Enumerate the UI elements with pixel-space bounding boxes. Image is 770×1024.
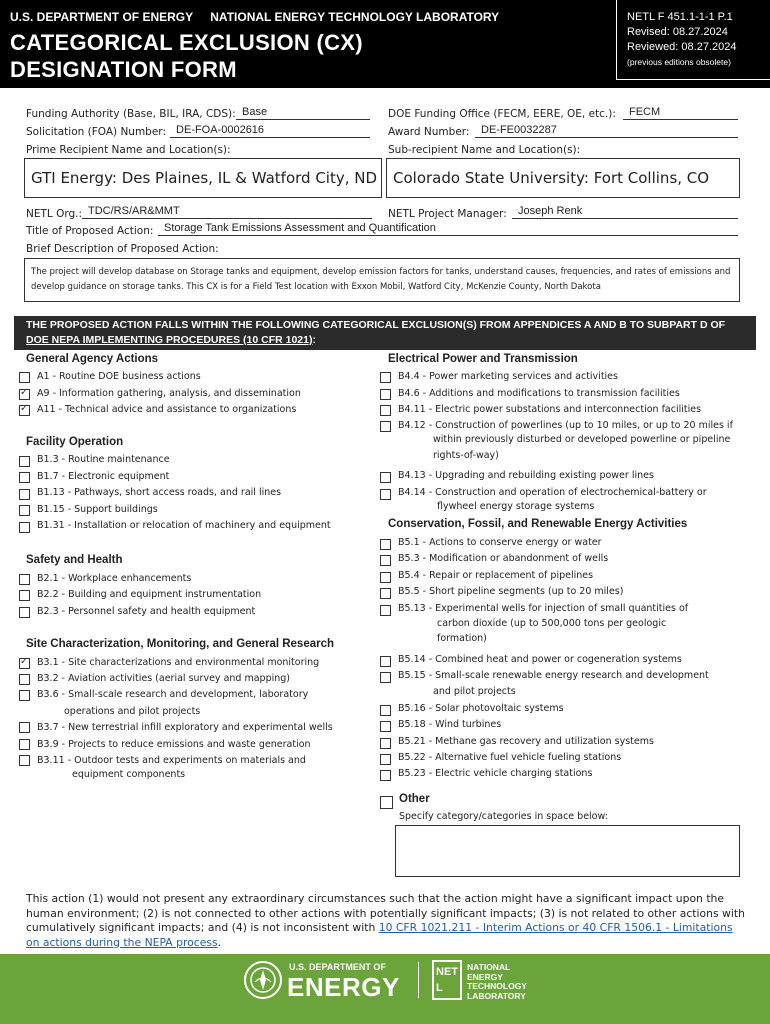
netl-name-line1: NATIONAL [467,962,511,972]
cx-banner [14,316,756,350]
netl-name-line3: TECHNOLOGY [467,981,527,991]
cx-b5-13-label-cont2: formation) [437,633,487,644]
doe-nepa-procedures-link[interactable]: DOE NEPA IMPLEMENTING PROCEDURES (10 CFR 1021) [26,334,313,346]
cx-b4-14-label-cont: flywheel energy storage systems [437,501,595,512]
cx-b5-3-label: B5.3 - Modification or abandonment of wells [398,553,609,564]
cx-b1-13-label: B1.13 - Pathways, short access roads, and rail lines [37,487,282,498]
netl-logo-letters: NETL [436,966,458,994]
checkbox-b2-3[interactable] [19,607,30,618]
form-header [0,0,770,88]
form-number-box [616,0,770,80]
footer-bar [0,954,770,1024]
checkbox-b3-11[interactable] [19,755,30,766]
checkbox-b3-7[interactable] [19,722,30,733]
cx-b5-23-label: B5.23 - Electric vehicle charging stations [398,768,593,779]
electrical-power-title: Electrical Power and Transmission [388,353,578,365]
cx-b4-4-label: B4.4 - Power marketing services and activities [398,371,618,382]
doe-seal-icon [243,960,283,1000]
netl-name-line2: ENERGY [467,971,503,982]
cx-b4-13-label: B4.13 - Upgrading and rebuilding existing power lines [398,470,654,481]
certification-end: . [217,935,222,949]
checkbox-b1-3[interactable] [19,456,30,467]
checkbox-a9[interactable] [19,389,30,400]
cx-b1-31-label: B1.31 - Installation or relocation of machinery and equipment [37,520,331,531]
title-label: Title of Proposed Action: [26,225,154,237]
checkbox-b4-14[interactable] [380,489,391,500]
checkbox-b5-1[interactable] [380,539,391,550]
cfr-limitations-link[interactable]: 10 CFR 1021.211 - Interim Actions or 40 CFR 1506.1 - Limitations on actions during the NEPA process [26,921,733,949]
sub-recipient-field[interactable]: Colorado State University: Fort Collins, CO [386,158,740,198]
conservation-title: Conservation, Fossil, and Renewable Energy Activities [388,518,688,530]
project-manager-label: NETL Project Manager: [388,208,507,220]
cx-b3-7-label: B3.7 - New terrestrial infill exploratory and experimental wells [37,722,333,733]
dept-name: U.S. DEPARTMENT OF ENERGY [10,10,193,24]
checkbox-b3-9[interactable] [19,739,30,750]
logo-divider [418,962,419,998]
cx-b3-1-label: B3.1 - Site characterizations and environmental monitoring [37,657,320,668]
award-field[interactable]: DE-FE0032287 [475,124,738,138]
funding-authority-field[interactable]: Base [236,106,370,120]
checkbox-b5-3[interactable] [380,555,391,566]
reviewed-date: Reviewed: 08.27.2024 [627,41,737,53]
cx-b2-1-label: B2.1 - Workplace enhancements [37,573,192,584]
checkbox-b5-15[interactable] [380,672,391,683]
brief-description-label: Brief Description of Proposed Action: [26,243,219,255]
solicitation-label: Solicitation (FOA) Number: [26,126,166,138]
checkbox-b4-13[interactable] [380,472,391,483]
checkbox-b4-6[interactable] [380,389,391,400]
checkbox-b2-2[interactable] [19,590,30,601]
other-category-field[interactable] [395,825,740,877]
award-label: Award Number: [388,126,470,138]
cx-b5-1-label: B5.1 - Actions to conserve energy or water [398,537,602,548]
cx-b5-15-label: B5.15 - Small-scale renewable energy research and development [398,670,709,681]
certification-statement [26,892,746,950]
cx-b4-12-label-cont: within previously disturbed or developed powerline or pipeline [433,434,731,445]
banner-text: THE PROPOSED ACTION FALLS WITHIN THE FOLLOWING CATEGORICAL EXCLUSION(S) FROM APPENDICES A AND B TO SUBPART D OF [26,319,726,331]
sub-recipient-label: Sub-recipient Name and Location(s): [388,144,581,156]
cx-b5-14-label: B5.14 - Combined heat and power or cogeneration systems [398,654,682,665]
checkbox-b5-16[interactable] [380,705,391,716]
cx-b5-15-label-cont: and pilot projects [433,686,516,697]
checkbox-b1-31[interactable] [19,522,30,533]
doe-office-field[interactable]: FECM [623,106,738,120]
doe-logo-big: ENERGY [287,972,400,1002]
title-field[interactable]: Storage Tank Emissions Assessment and Quantification [158,222,738,236]
checkbox-b1-7[interactable] [19,472,30,483]
checkbox-b5-4[interactable] [380,572,391,583]
cx-b1-3-label: B1.3 - Routine maintenance [37,454,170,465]
checkbox-b3-2[interactable] [19,674,30,685]
checkbox-b5-21[interactable] [380,738,391,749]
prime-recipient-field[interactable]: GTI Energy: Des Plaines, IL & Watford City, ND [24,158,382,198]
checkbox-a1[interactable] [19,372,30,383]
funding-authority-label: Funding Authority (Base, BIL, IRA, CDS): [26,108,236,120]
cx-b5-16-label: B5.16 - Solar photovoltaic systems [398,703,564,714]
cx-b3-11-label-cont: equipment components [72,769,186,780]
cx-b5-21-label: B5.21 - Methane gas recovery and utilization systems [398,736,654,747]
form-title-line1: CATEGORICAL EXCLUSION (CX) [10,30,363,55]
cx-b5-18-label: B5.18 - Wind turbines [398,719,502,730]
other-specify-label: Specify category/categories in space below: [399,811,608,822]
checkbox-b5-18[interactable] [380,721,391,732]
safety-health-title: Safety and Health [26,554,123,566]
cx-b4-14-label: B4.14 - Construction and operation of electrochemical-battery or [398,487,707,498]
cx-b5-5-label: B5.5 - Short pipeline segments (up to 20 miles) [398,586,624,597]
cx-a9-label: A9 - Information gathering, analysis, and dissemination [37,388,301,399]
cx-b2-2-label: B2.2 - Building and equipment instrumentation [37,589,262,600]
netl-logo-mark [432,960,462,1000]
prime-recipient-label: Prime Recipient Name and Location(s): [26,144,231,156]
obsolete-note: (previous editions obsolete) [627,57,731,67]
cx-b5-13-label: B5.13 - Experimental wells for injection of small quantities of [398,603,689,614]
checkbox-b5-22[interactable] [380,754,391,765]
cx-b1-7-label: B1.7 - Electronic equipment [37,471,170,482]
doe-office-label: DOE Funding Office (FECM, EERE, OE, etc.): [388,108,616,120]
checkbox-b1-13[interactable] [19,489,30,500]
cx-b3-2-label: B3.2 - Aviation activities (aerial survey and mapping) [37,673,290,684]
certification-text: This action (1) would not present any extraordinary circumstances such that the action might have a significant impact upon the human environment; (2) is not connected to other actions with potentially significant impacts; (3) is not related to other actions with cumulatively significant impacts; and (4) is not inconsistent with [26,892,745,934]
form-number: NETL F 451.1-1-1 P.1 [627,11,733,23]
solicitation-field[interactable]: DE-FOA-0002616 [170,124,370,138]
cx-b5-13-label-cont: carbon dioxide (up to 500,000 tons per geologic [437,618,667,629]
checkbox-other[interactable] [380,796,393,809]
site-characterization-title: Site Characterization, Monitoring, and General Research [26,638,335,650]
cx-b3-6-label: B3.6 - Small-scale research and development, laboratory [37,689,309,700]
project-manager-field[interactable]: Joseph Renk [512,205,738,219]
lab-name: NATIONAL ENERGY TECHNOLOGY LABORATORY [210,10,500,24]
netl-org-field[interactable]: TDC/RS/AR&MMT [82,205,372,219]
cx-b4-11-label: B4.11 - Electric power substations and interconnection facilities [398,404,702,415]
netl-logo-name [467,963,527,1001]
checkbox-b4-12[interactable] [380,421,391,432]
facility-operation-title: Facility Operation [26,436,124,448]
revised-date: Revised: 08.27.2024 [627,26,728,38]
checkbox-b5-5[interactable] [380,588,391,599]
cx-b5-4-label: B5.4 - Repair or replacement of pipelines [398,570,594,581]
checkbox-b5-14[interactable] [380,656,391,667]
checkbox-b4-4[interactable] [380,372,391,383]
other-title: Other [399,793,430,805]
cx-b4-6-label: B4.6 - Additions and modifications to transmission facilities [398,388,680,399]
cx-b1-15-label: B1.15 - Support buildings [37,504,158,515]
checkbox-b1-15[interactable] [19,505,30,516]
cx-a11-label: A11 - Technical advice and assistance to organizations [37,404,297,415]
general-agency-title: General Agency Actions [26,353,159,365]
cx-b3-11-label: B3.11 - Outdoor tests and experiments on materials and [37,755,306,766]
checkbox-b4-11[interactable] [380,405,391,416]
cx-b5-22-label: B5.22 - Alternative fuel vehicle fueling stations [398,752,622,763]
checkbox-b5-23[interactable] [380,770,391,781]
banner-colon: : [312,334,316,346]
form-title-line2: DESIGNATION FORM [10,57,237,82]
cx-b3-6-label-cont: operations and pilot projects [64,706,201,717]
cx-b2-3-label: B2.3 - Personnel safety and health equipment [37,606,256,617]
cx-b4-12-label-cont2: rights-of-way) [433,450,499,461]
netl-name-line4: LABORATORY [467,990,526,1001]
netl-org-label: NETL Org.: [26,208,83,220]
doe-logo-small: U.S. DEPARTMENT OF [289,962,386,972]
cx-b3-9-label: B3.9 - Projects to reduce emissions and waste generation [37,739,311,750]
checkbox-b3-6[interactable] [19,690,30,701]
checkbox-a11[interactable] [19,405,30,416]
brief-description-field[interactable]: The project will develop database on Storage tanks and equipment, develop emission factors for tanks, understand causes, frequencies, and rates of emissions and develop guidance on storage tanks. This CX is for a Field Test location with Exxon Mobil, Watford City, McKenzie County, North Dakota [24,258,740,302]
checkbox-b2-1[interactable] [19,574,30,585]
checkbox-b3-1[interactable] [19,658,30,669]
header-agency [10,10,499,24]
cx-a1-label: A1 - Routine DOE business actions [37,371,201,382]
cx-b4-12-label: B4.12 - Construction of powerlines (up to 10 miles, or up to 20 miles if [398,420,733,431]
checkbox-b5-13[interactable] [380,605,391,616]
